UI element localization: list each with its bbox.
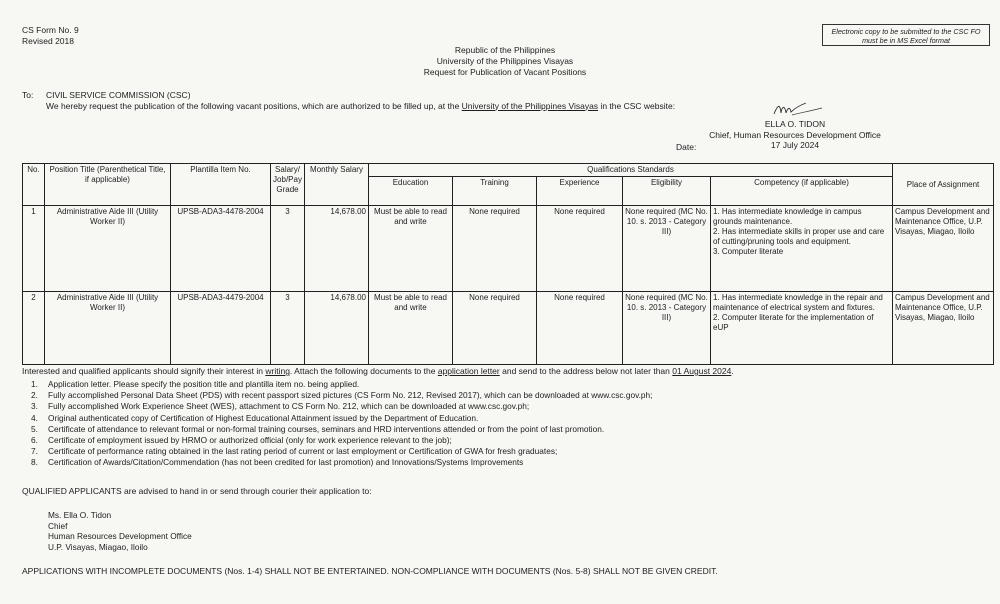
list-item <box>22 390 982 401</box>
header-monthly-salary: Monthly Salary <box>305 164 369 206</box>
addressee-block <box>46 90 746 111</box>
list-item <box>22 401 982 412</box>
row-position-title: Administrative Aide III (Utility Worker II) <box>45 292 171 365</box>
signature-mark <box>770 98 830 120</box>
list-item-number: 4. <box>31 412 38 423</box>
instructions-part2: . Attach the following documents to the <box>289 366 436 376</box>
submission-note: QUALIFIED APPLICANTS are advised to hand in or send through courier their application to: <box>22 486 372 496</box>
row-position-title: Administrative Aide III (Utility Worker II) <box>45 206 171 292</box>
electronic-copy-line2: must be in MS Excel format <box>862 36 950 45</box>
list-item <box>22 413 982 424</box>
instructions-application-letter: application letter <box>437 366 500 376</box>
row-eligibility: None required (MC No. 10. s. 2013 - Category III) <box>623 206 711 292</box>
recipient-name: Ms. Ella O. Tidon <box>48 510 112 520</box>
row-experience: None required <box>537 206 623 292</box>
table-header-row <box>23 164 994 177</box>
header-training: Training <box>453 177 537 206</box>
header-position-title: Position Title (Parenthetical Title, if applicable) <box>45 164 171 206</box>
header-eligibility: Eligibility <box>623 177 711 206</box>
list-item-text: . Please specify the position title and plantilla item no. being applied. <box>108 379 360 389</box>
request-suffix: in the CSC website: <box>600 100 676 111</box>
list-item-text: Certificate of employment issued by HRMO or authorized official (only for work experience relevant to the job); <box>48 435 452 446</box>
row-no: 1 <box>23 206 45 292</box>
requirements-list <box>22 379 982 469</box>
list-item <box>22 457 982 468</box>
vacancy-table <box>22 163 994 365</box>
table-row <box>23 206 994 292</box>
electronic-copy-line1: Electronic copy to be submitted to the CSC FO <box>831 27 981 36</box>
list-item-text: Certificate of performance rating obtained in the last rating period of current or last employment or Certification of GWA for fresh graduates; <box>48 446 558 457</box>
list-item-pre: Fully accomplished <box>48 401 121 412</box>
header-qualifications: Qualifications Standards <box>369 164 893 177</box>
list-item-text: Certification of Awards/Citation/Commendation (has not been credited for last promotion) and Innovations/Systems Improvements <box>48 457 524 468</box>
signatory-name: ELLA O. TIDON <box>764 119 826 129</box>
form-number-block <box>22 25 79 46</box>
instructions-part3: and send to the address below not later than <box>502 366 670 376</box>
list-item-bold: Personal Data Sheet (PDS) <box>120 390 223 401</box>
list-item-text: , attachment to CS Form No. 212, which can be downloaded at www.csc.gov.ph; <box>234 401 530 412</box>
list-item-number: 7. <box>31 446 38 457</box>
list-item-text: issued by the Department of Education. <box>330 412 479 423</box>
list-item-bold: Application letter <box>48 379 109 389</box>
row-salary-grade: 3 <box>271 206 305 292</box>
republic-label: Republic of the Philippines <box>454 45 556 55</box>
competency-item: 3. Computer literate <box>713 247 784 256</box>
signatory-block <box>690 119 900 151</box>
list-item <box>22 435 982 446</box>
row-competency <box>711 292 893 365</box>
header-plantilla: Plantilla Item No. <box>171 164 271 206</box>
header-competency: Competency (if applicable) <box>711 177 893 206</box>
header-experience: Experience <box>537 177 623 206</box>
header-education: Education <box>369 177 453 206</box>
header-no: No. <box>23 164 45 206</box>
recipient-position: Chief <box>48 520 68 531</box>
row-monthly-salary: 14,678.00 <box>305 292 369 365</box>
list-item <box>22 446 982 457</box>
instructions-writing: writing <box>265 366 290 376</box>
instructions-part1: Interested and qualified applicants should signify their interest in <box>22 366 263 376</box>
header-salary-grade: Salary/ Job/Pay Grade <box>271 164 305 206</box>
recipient-address: U.P. Visayas, Miagao, Iloilo <box>48 541 148 552</box>
list-item-text: with recent passport sized pictures (CS Form No. 212, Revised 2017), which can be downloaded at www.csc.gov.ph; <box>222 390 653 401</box>
electronic-copy-note <box>822 24 990 46</box>
row-eligibility: None required (MC No. 10. s. 2013 - Category III) <box>623 292 711 365</box>
final-note: APPLICATIONS WITH INCOMPLETE DOCUMENTS (Nos. 1-4) SHALL NOT BE ENTERTAINED. NON-COMPLIANCE WITH DOCUMENTS (Nos. 5-8) SHALL NOT BE GIVEN CREDIT. <box>22 566 718 576</box>
request-prefix: We hereby request the publication of the following vacant positions, which are authorized to be filled up, at the <box>46 100 460 111</box>
row-monthly-salary: 14,678.00 <box>305 206 369 292</box>
competency-item: 1. Has intermediate knowledge in campus grounds maintenance. <box>713 207 862 226</box>
table-row <box>23 292 994 365</box>
row-education: Must be able to read and write <box>369 292 453 365</box>
competency-item: 2. Has intermediate skills in proper use and care of cutting/pruning tools and equipment. <box>713 227 885 246</box>
row-education: Must be able to read and write <box>369 206 453 292</box>
row-experience: None required <box>537 292 623 365</box>
instructions-part4: . <box>731 366 734 376</box>
request-agency: University of the Philippines Visayas <box>461 100 599 111</box>
signatory-title: Chief, Human Resources Development Office <box>709 129 881 140</box>
row-competency <box>711 206 893 292</box>
row-place: Campus Development and Maintenance Office, U.P. Visayas, Miagao, Iloilo <box>893 292 994 365</box>
row-training: None required <box>453 206 537 292</box>
submission-address <box>48 510 192 552</box>
list-item <box>22 379 982 390</box>
form-revision: Revised 2018 <box>22 35 74 46</box>
row-place: Campus Development and Maintenance Office, U.P. Visayas, Miagao, Iloilo <box>893 206 994 292</box>
list-item <box>22 424 982 435</box>
to-label: To: <box>22 90 34 100</box>
list-item-text: Certificate of attendance to relevant formal or non-formal training courses, seminars and HRD interventions attended or from the point of last promotion. <box>48 423 605 434</box>
list-item-number: 5. <box>31 423 38 434</box>
list-item-number: 6. <box>31 435 38 446</box>
date-label: Date: <box>676 142 697 152</box>
competency-item: 2. Computer literate for the implementation of eUP <box>713 313 874 332</box>
list-item-pre: Original authenticated copy of <box>48 412 161 423</box>
document-title: Request for Publication of Vacant Positions <box>423 67 587 77</box>
agency-name: University of the Philippines Visayas <box>436 56 574 66</box>
list-item-number: 1. <box>31 379 38 389</box>
competency-item: 1. Has intermediate knowledge in the repair and maintenance of electrical system and fixtures. <box>713 293 883 312</box>
document-header <box>360 45 650 78</box>
header-place: Place of Assignment <box>893 164 994 206</box>
list-item-number: 2. <box>31 390 38 401</box>
row-no: 2 <box>23 292 45 365</box>
row-training: None required <box>453 292 537 365</box>
list-item-number: 8. <box>31 457 38 468</box>
request-text <box>46 101 746 112</box>
row-salary-grade: 3 <box>271 292 305 365</box>
recipient-office: Human Resources Development Office <box>48 531 192 541</box>
instructions-text <box>22 366 982 376</box>
row-plantilla: UPSB-ADA3-4478-2004 <box>171 206 271 292</box>
list-item-pre: Fully accomplished <box>48 390 121 401</box>
list-item-bold: Work Experience Sheet (WES) <box>120 401 235 412</box>
deadline-date: 01 August 2024 <box>672 366 732 376</box>
row-plantilla: UPSB-ADA3-4479-2004 <box>171 292 271 365</box>
list-item-number: 3. <box>31 401 38 412</box>
form-number: CS Form No. 9 <box>22 25 79 35</box>
signatory-date: 17 July 2024 <box>770 140 820 150</box>
addressee: CIVIL SERVICE COMMISSION (CSC) <box>46 90 191 100</box>
list-item-bold: Certification of Highest Educational Attainment <box>160 412 331 423</box>
